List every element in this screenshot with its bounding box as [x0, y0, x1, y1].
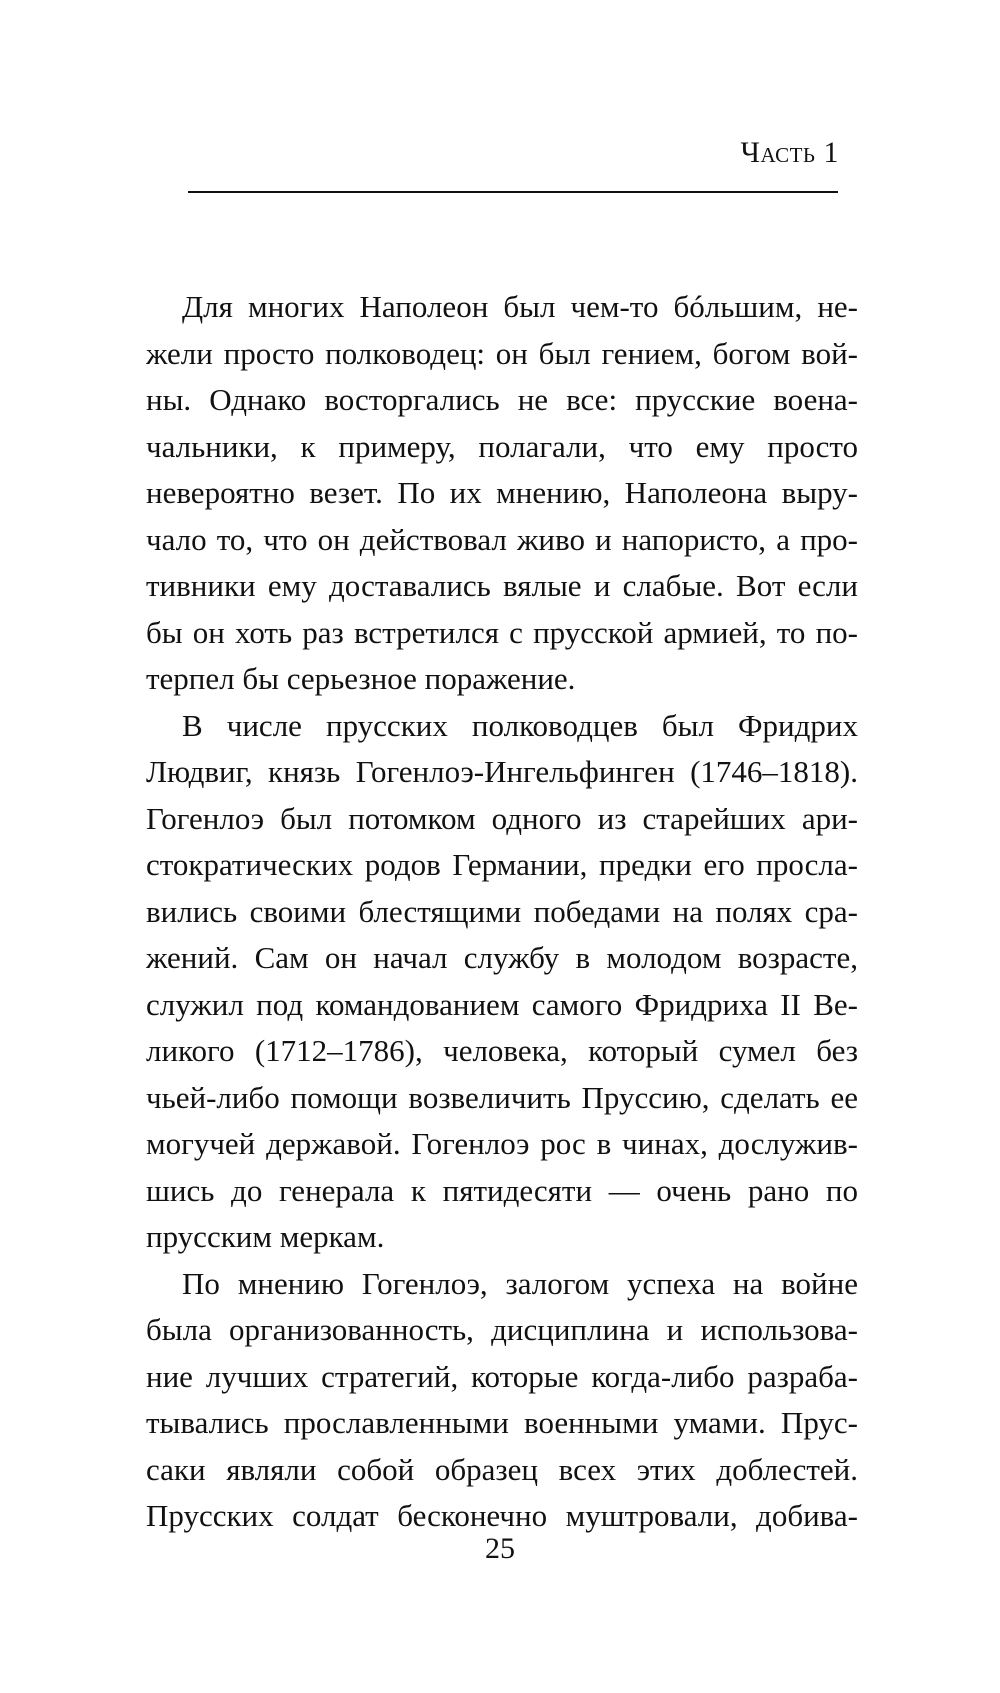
text-line: терпел бы серьезное поражение.: [146, 661, 576, 696]
text-line: могучей державой. Гогенлоэ рос в чинах, дослужив-: [146, 1126, 858, 1161]
text-line: саки являли собой образец всех этих доблестей.: [146, 1451, 858, 1487]
running-head: Часть 1: [740, 136, 839, 169]
text-line: В числе прусских полководцев был Фридрих: [182, 707, 858, 743]
text-line: ны. Однако восторгались не все: прусские воена-: [146, 382, 858, 417]
text-line: шись до генерала к пятидесяти — очень рано по: [146, 1172, 858, 1208]
text-line: Для многих Наполеон был чем-то бóльшим, не-: [182, 289, 858, 324]
text-line: ние лучших стратегий, которые когда-либо разраба-: [146, 1358, 858, 1394]
text-line: бы он хоть раз встретился с прусской армией, то по-: [146, 614, 858, 650]
text-line: невероятно везет. По их мнению, Наполеона выру-: [146, 475, 858, 510]
header-rule: [188, 191, 838, 193]
text-line: чало то, что он действовал живо и напористо, а про-: [146, 521, 858, 557]
text-line: Гогенлоэ был потомком одного из старейших ари-: [146, 800, 858, 836]
text-line: Людвиг, князь Гогенлоэ-Ингельфинген (1746–1818).: [146, 754, 858, 789]
text-line: чальники, к примеру, полагали, что ему просто: [146, 428, 858, 464]
text-line: ликого (1712–1786), человека, который сумел без: [146, 1033, 858, 1068]
text-line: тивники ему доставались вялые и слабые. Вот если: [146, 568, 858, 603]
text-line: вились своими блестящими победами на полях сра-: [146, 893, 858, 929]
text-line: жели просто полководец: он был гением, богом вой-: [146, 335, 858, 371]
text-line: чьей-либо помощи возвеличить Пруссию, сделать ее: [146, 1079, 858, 1115]
text-line: По мнению Гогенлоэ, залогом успеха на войне: [182, 1265, 858, 1301]
text-line: стократических родов Германии, предки его просла-: [146, 847, 858, 882]
text-line: служил под командованием самого Фридриха II Ве-: [146, 986, 858, 1022]
text-line: жений. Сам он начал службу в молодом возрасте,: [146, 940, 858, 975]
text-line: была организованность, дисциплина и использова-: [146, 1312, 858, 1347]
text-line: Прусских солдат бесконечно муштровали, добива-: [146, 1498, 858, 1533]
page-number: 25: [485, 1532, 515, 1565]
text-line: тывались прославленными военными умами. Прус-: [146, 1405, 858, 1440]
text-line: прусским меркам.: [146, 1219, 385, 1254]
body-text: [146, 284, 858, 1540]
